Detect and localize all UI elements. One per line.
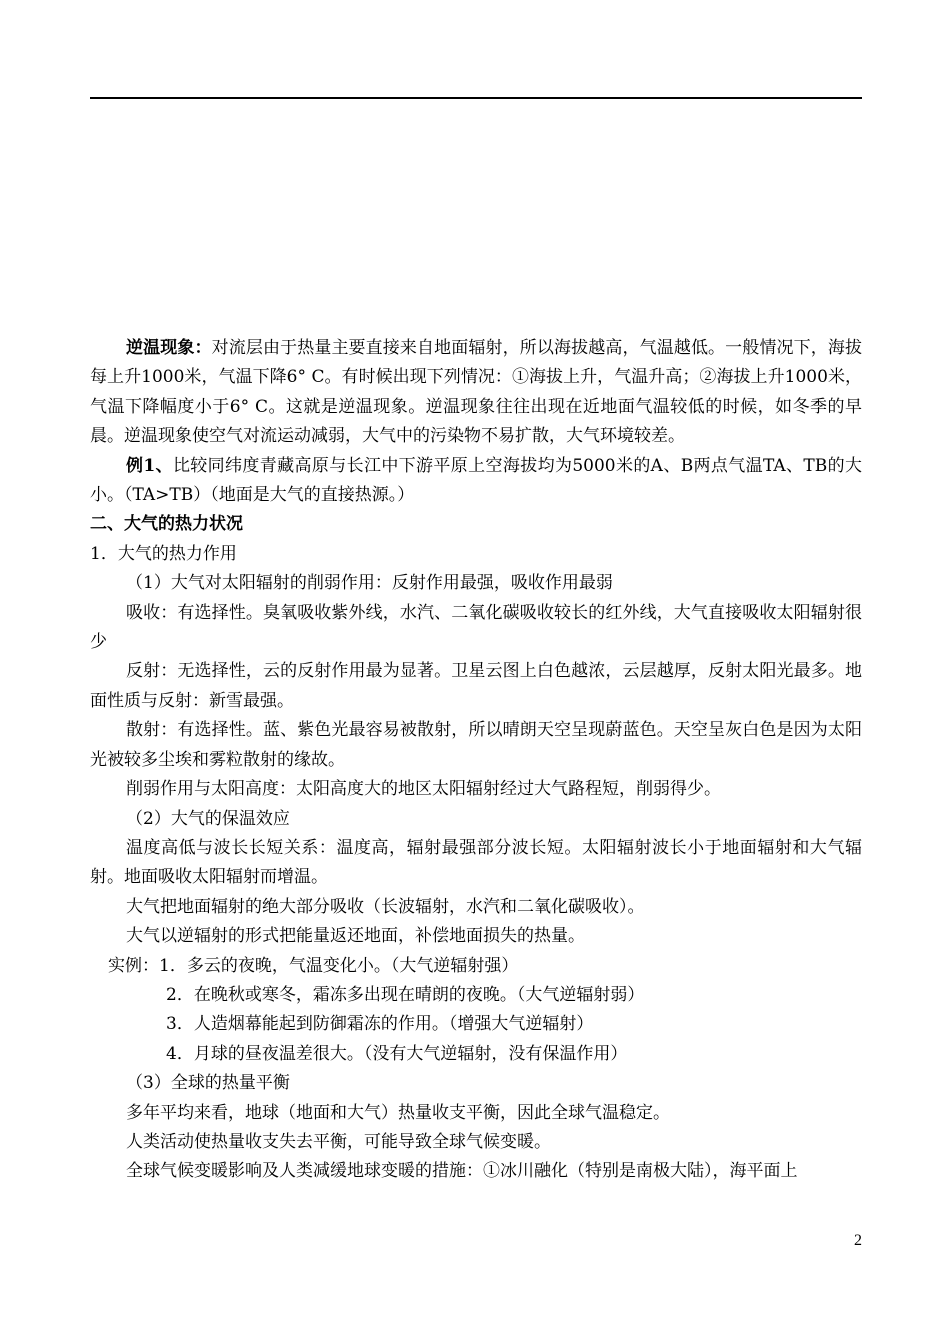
scattering-paragraph: 散射：有选择性。蓝、紫色光最容易被散射，所以晴朗天空呈现蔚蓝色。天空呈灰白色是因为太阳光被较多尘埃和雾粒散射的缘故。	[90, 720, 862, 770]
example-paragraph	[90, 452, 862, 511]
example-text: 比较同纬度青藏高原与长江中下游平原上空海拔均为5000米的A、B两点气温TA、TB的大小。（TA>TB）（地面是大气的直接热源。）	[90, 455, 862, 506]
example-item-2: 2．在晚秋或寒冬，霜冻多出现在晴朗的夜晚。（大气逆辐射弱）	[166, 984, 645, 1005]
global-warming-paragraph: 全球气候变暖影响及人类减缓地球变暖的措施：①冰川融化（特别是南极大陆），海平面上	[126, 1161, 798, 1182]
example-item-1: 实例：1．多云的夜晚，气温变化小。（大气逆辐射强）	[108, 955, 519, 976]
example-label: 例1、	[126, 455, 173, 476]
subsection-heading: 1．大气的热力作用	[90, 543, 237, 564]
heat-balance-heading: （3）全球的热量平衡	[126, 1073, 290, 1094]
weakening-paragraph: 削弱作用与太阳高度：太阳高度大的地区太阳辐射经过大气路程短，削弱得少。	[126, 779, 721, 800]
inversion-text: 对流层由于热量主要直接来自地面辐射，所以海拔越高，气温越低。一般情况下，海拔每上升1000米，气温下降6° C。有时候出现下列情况：①海拔上升，气温升高；②海拔上升1000米，气温下降幅度小于6° C。这就是逆温现象。逆温现象往往出现在近地面气温较低的时候，如冬季的早晨。逆温现象使空气对流运动减弱，大气中的污染物不易扩散，大气环境较差。	[90, 338, 863, 447]
ground-radiation-paragraph: 大气把地面辐射的绝大部分吸收（长波辐射，水汽和二氧化碳吸收）。	[126, 896, 645, 917]
human-activity-paragraph: 人类活动使热量收支失去平衡，可能导致全球气候变暖。	[126, 1131, 551, 1152]
example-item-4: 4．月球的昼夜温差很大。（没有大气逆辐射，没有保温作用）	[166, 1043, 628, 1064]
counter-radiation-paragraph: 大气以逆辐射的形式把能量返还地面，补偿地面损失的热量。	[126, 926, 585, 947]
page-number: 2	[854, 1232, 862, 1249]
inversion-paragraph	[90, 334, 862, 452]
document-body	[90, 334, 862, 1187]
reflection-paragraph: 反射：无选择性，云的反射作用最为显著。卫星云图上白色越浓，云层越厚，反射太阳光最多。地面性质与反射：新雪最强。	[90, 661, 862, 711]
header-rule	[90, 97, 862, 99]
inversion-label: 逆温现象：	[126, 338, 212, 358]
weakening-heading: （1）大气对太阳辐射的削弱作用：反射作用最强，吸收作用最弱	[126, 573, 613, 594]
wavelength-paragraph: 温度高低与波长长短关系：温度高，辐射最强部分波长短。太阳辐射波长小于地面辐射和大气辐射。地面吸收太阳辐射而增温。	[90, 837, 862, 888]
insulation-heading: （2）大气的保温效应	[126, 808, 290, 829]
example-item-3: 3．人造烟幕能起到防御霜冻的作用。（增强大气逆辐射）	[166, 1014, 594, 1035]
absorption-paragraph: 吸收：有选择性。臭氧吸收紫外线，水汽、二氧化碳吸收较长的红外线，大气直接吸收太阳辐射很少	[90, 602, 862, 653]
section-heading: 二、大气的热力状况	[90, 514, 243, 535]
balance-paragraph: 多年平均来看，地球（地面和大气）热量收支平衡，因此全球气温稳定。	[126, 1102, 670, 1123]
